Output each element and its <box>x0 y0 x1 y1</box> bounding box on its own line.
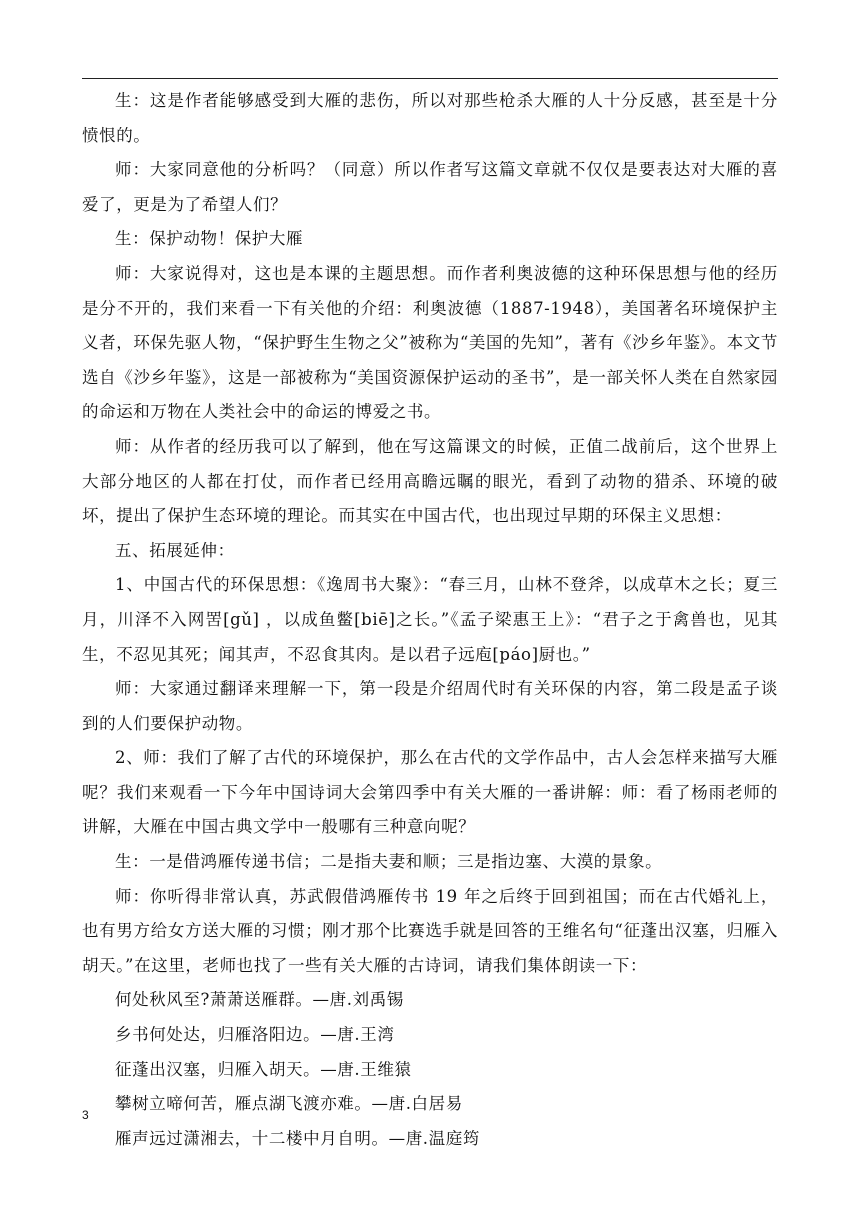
poem-line: 攀树立啼何苦，雁点湖飞渡亦难。—唐.白居易 <box>115 1094 463 1114</box>
paragraph: 师：从作者的经历我可以了解到，他在写这篇课文的时候，正值二战前后，这个世界上大部分地区的人都在打仗，而作者已经用高瞻远瞩的眼光，看到了动物的猎杀、环境的破坏，提出了保护生态环境的理论。而其实在中国古代，也出现过早期的环保主义思想： <box>82 436 778 526</box>
paragraph: 1、中国古代的环保思想：《逸周书大聚》：“春三月，山林不登斧，以成草木之长；夏三月，川泽不入网罟[gǔ] ，以成鱼鳖[biē]之长。”《孟子梁惠王上》：“君子之于禽兽也，见其生，不忍见其死；闻其声，不忍食其肉。是以君子远庖[páo]厨也。” <box>82 575 778 664</box>
header-rule <box>82 78 778 79</box>
paragraph: 生：保护动物！保护大雁 <box>115 229 304 249</box>
page-number: 3 <box>82 1108 89 1122</box>
paragraph: 师：大家说得对，这也是本课的主题思想。而作者利奥波德的这种环保思想与他的经历是分不开的，我们来看一下有关他的介绍：利奥波德（1887-1948），美国著名环境保护主义者，环保先驱人物，“保护野生生物之父”被称为“美国的先知”，著有《沙乡年鉴》。本文节选自《沙乡年鉴》，这是一部被称为“美国资源保护运动的圣书”，是一部关怀人类在自然家园的命运和万物在人类社会中的命运的博爱之书。 <box>82 263 778 422</box>
section-heading: 五、拓展延伸： <box>115 540 235 560</box>
paragraph: 2、师：我们了解了古代的环境保护，那么在古代的文学作品中，古人会怎样来描写大雁呢？我们来观看一下今年中国诗词大会第四季中有关大雁的一番讲解：师：看了杨雨老师的讲解，大雁在中国古典文学中一般哪有三种意向呢？ <box>82 748 778 837</box>
paragraph: 师：大家同意他的分析吗？（同意）所以作者写这篇文章就不仅仅是要表达对大雁的喜爱了，更是为了希望人们？ <box>82 160 778 214</box>
paragraph: 生：一是借鸿雁传递书信；二是指夫妻和顺；三是指边塞、大漠的景象。 <box>115 852 663 872</box>
body-text <box>82 84 778 1156</box>
paragraph: 生：这是作者能够感受到大雁的悲伤，所以对那些枪杀大雁的人十分反感，甚至是十分愤恨的。 <box>82 91 778 145</box>
poem-line: 征蓬出汉塞，归雁入胡天。—唐.王维猿 <box>115 1059 412 1079</box>
poem-line: 乡书何处达，归雁洛阳边。—唐.王湾 <box>115 1025 395 1045</box>
poem-line: 雁声远过潇湘去，十二楼中月自明。—唐.温庭筠 <box>115 1128 480 1148</box>
paragraph: 师：你听得非常认真，苏武假借鸿雁传书 19 年之后终于回到祖国；而在古代婚礼上，也有男方给女方送大雁的习惯；刚才那个比赛选手就是回答的王维名句“征蓬出汉塞，归雁入胡天。”在这里，老师也找了一些有关大雁的古诗词，请我们集体朗读一下： <box>82 886 778 975</box>
poem-line: 何处秋风至?萧萧送雁群。—唐.刘禹锡 <box>115 990 404 1010</box>
paragraph: 师：大家通过翻译来理解一下，第一段是介绍周代时有关环保的内容，第二段是孟子谈到的人们要保护动物。 <box>82 679 778 733</box>
